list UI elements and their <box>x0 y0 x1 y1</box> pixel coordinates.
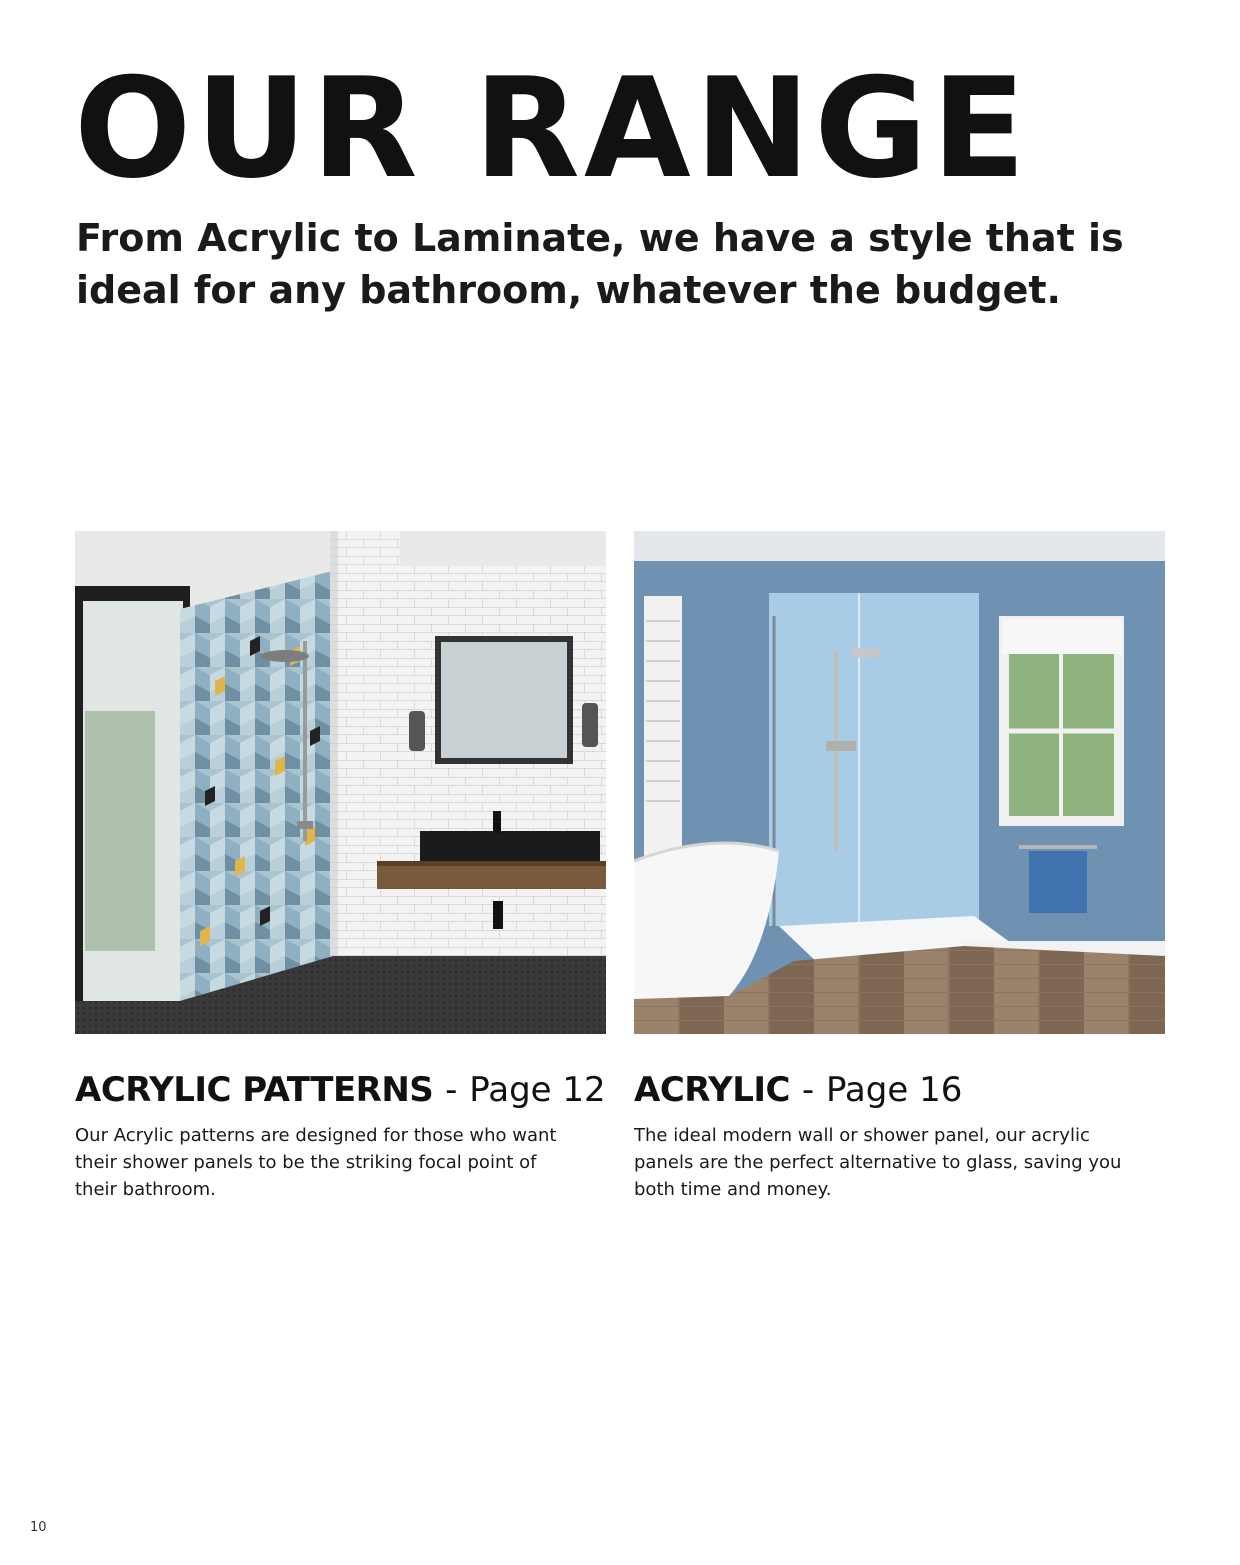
heading-separator: - <box>445 1070 458 1110</box>
product-name: ACRYLIC <box>634 1070 790 1110</box>
product-page-reference[interactable]: Page 12 <box>469 1070 606 1110</box>
product-description: The ideal modern wall or shower panel, our acrylic panels are the perfect alternative to glass, saving you both time and money. <box>634 1125 1122 1200</box>
product-page-reference[interactable]: Page 16 <box>825 1070 963 1110</box>
page-subtitle: From Acrylic to Laminate, we have a style that is ideal for any bathroom, whatever the budget. <box>76 216 1124 312</box>
product-heading <box>75 1068 606 1112</box>
acrylic-bathroom-photo <box>634 531 1165 1034</box>
product-name: ACRYLIC PATTERNS <box>75 1070 434 1110</box>
product-description: Our Acrylic patterns are designed for those who want their shower panels to be the striking focal point of their bathroom. <box>75 1125 557 1200</box>
heading-separator: - <box>801 1070 815 1110</box>
acrylic-patterns-bathroom-photo <box>75 531 606 1034</box>
product-heading <box>634 1068 1165 1112</box>
product-card-acrylic-patterns <box>75 531 606 1203</box>
product-card-acrylic <box>634 531 1165 1203</box>
page-title: OUR RANGE <box>74 48 1030 209</box>
page-number: 10 <box>30 1520 47 1535</box>
